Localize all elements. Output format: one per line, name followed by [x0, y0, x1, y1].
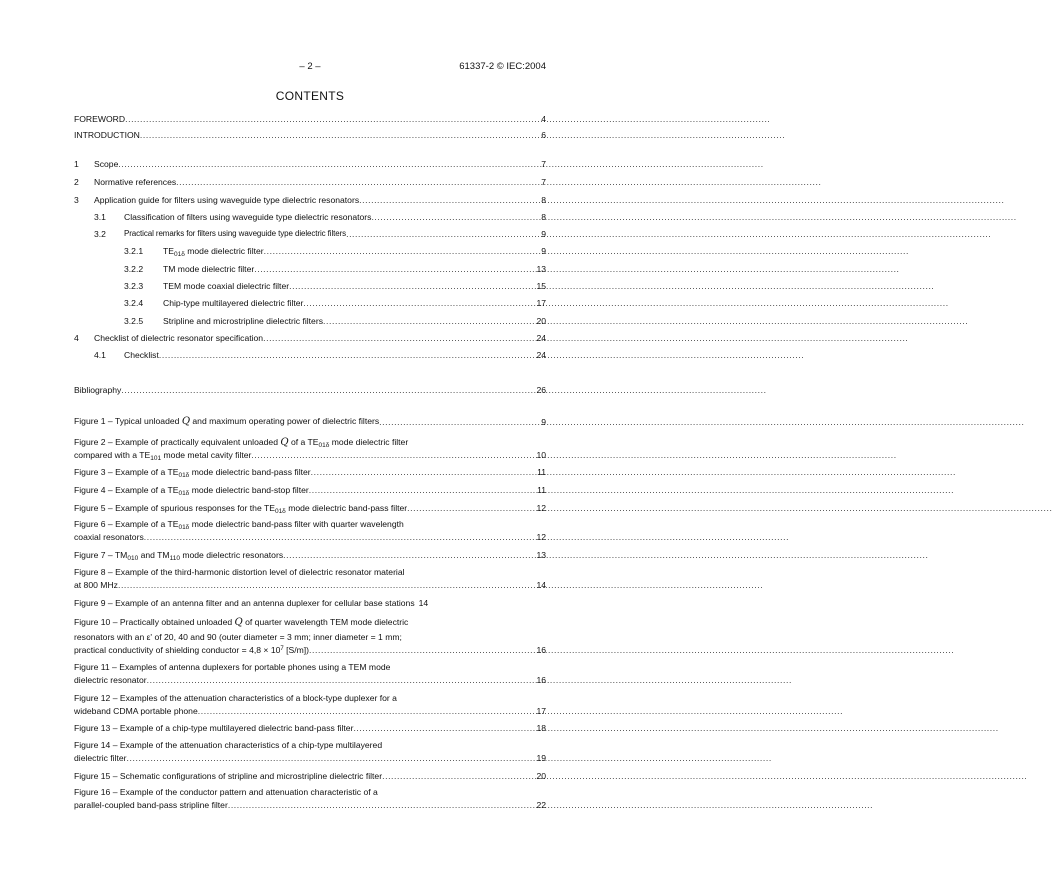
section-number: 3.2.1: [124, 246, 144, 256]
figure-entry-11-line-1[interactable]: [74, 662, 546, 672]
mode-subscript: 01δ: [178, 472, 190, 479]
section-number: 3.2.4: [124, 298, 144, 308]
caption-part: Figure 3 – Example of a TE: [74, 467, 179, 477]
leader-dots: [289, 281, 535, 291]
caption-part: of quarter wavelength TEM mode dielectric: [242, 617, 409, 627]
toc-entry-stripline-filters[interactable]: [124, 316, 546, 326]
caption-part: Figure 2 – Example of practically equivalent unloaded: [74, 437, 281, 447]
toc-page-number: 20: [536, 316, 546, 326]
leader-dots: [303, 298, 535, 308]
figure-caption: Figure 13 – Example of a chip-type multilayered dielectric band-pass filter: [74, 723, 354, 733]
figure-entry-7[interactable]: [74, 550, 546, 560]
toc-entry-text: [163, 246, 264, 256]
figure-page-number: 10: [536, 450, 546, 460]
mode-subscript: 01δ: [178, 524, 190, 531]
figure-caption: wideband CDMA portable phone: [74, 706, 198, 716]
caption-part: mode metal cavity filter: [161, 450, 252, 460]
section-number: 1: [74, 159, 79, 169]
figure-entry-2-line-1[interactable]: [74, 437, 546, 448]
toc-entry-bibliography[interactable]: [74, 385, 546, 395]
figure-entry-1[interactable]: [74, 416, 546, 427]
figure-entry-8[interactable]: [74, 580, 546, 590]
q-symbol: Q: [234, 617, 243, 628]
page-number: – 2 –: [299, 61, 321, 72]
toc-entry-text: Bibliography: [74, 385, 122, 395]
leader-dots: [323, 316, 535, 326]
figure-page-number: 13: [536, 550, 546, 560]
figure-entry-16-line-1[interactable]: [74, 787, 546, 797]
toc-page-number: 6: [541, 130, 546, 140]
leader-dots: [264, 246, 541, 256]
figure-caption: [74, 450, 251, 460]
figure-entry-6-line-1[interactable]: [74, 519, 546, 529]
caption-part: Figure 16 – Example of the conductor pattern and attenuation characteristic of a: [74, 787, 378, 797]
figure-caption: coaxial resonators: [74, 532, 144, 542]
caption-part: Figure 7 – TM: [74, 550, 128, 560]
figure-caption: [74, 467, 311, 477]
figure-entry-15[interactable]: [74, 771, 546, 781]
q-symbol: Q: [181, 416, 191, 427]
toc-entry-text: INTRODUCTION: [74, 130, 140, 140]
figure-entry-3[interactable]: [74, 467, 546, 477]
toc-entry-foreword[interactable]: [74, 114, 546, 124]
leader-dots: [346, 229, 540, 239]
leader-dots: [359, 195, 540, 205]
toc-page-number: 24: [536, 350, 546, 360]
exponent: 7: [280, 646, 284, 652]
caption-part: Figure 1 – Typical unloaded: [74, 416, 182, 426]
leader-dots: [159, 350, 536, 360]
leader-dots: [379, 417, 540, 427]
toc-entry-text: Stripline and microstripline dielectric filters: [163, 316, 323, 326]
figure-entry-9[interactable]: [74, 598, 546, 608]
toc-page-number: 17: [536, 298, 546, 308]
leader-dots: [118, 580, 535, 590]
caption-part: Figure 6 – Example of a TE: [74, 519, 179, 529]
figure-page-number: 14: [536, 580, 546, 590]
section-number: 4: [74, 333, 79, 343]
leader-dots: [407, 503, 535, 513]
figure-caption: Figure 15 – Schematic configurations of stripline and microstripline dielectric filter: [74, 771, 383, 781]
caption-part: mode dielectric band-pass filter: [189, 467, 311, 477]
leader-dots: [283, 550, 535, 560]
figure-entry-16[interactable]: [74, 800, 546, 810]
toc-entry-text: TEM mode coaxial dielectric filter: [163, 281, 290, 291]
toc-page-number: 13: [536, 264, 546, 274]
leader-dots: [127, 753, 536, 763]
leader-dots: [140, 130, 540, 140]
figure-entry-14-line-1[interactable]: [74, 740, 546, 750]
figure-caption: [74, 485, 309, 495]
figure-caption: Figure 9 – Example of an antenna filter and an antenna duplexer for cellular base stations: [74, 598, 415, 608]
figure-page-number: 12: [536, 532, 546, 542]
figure-page-number: 11: [537, 485, 546, 495]
figure-page-number: 17: [536, 706, 546, 716]
figure-entry-2[interactable]: [74, 450, 546, 460]
toc-entry-text: Normative references: [94, 177, 177, 187]
caption-part: compared with a TE: [74, 450, 151, 460]
toc-entry-checklist-specification[interactable]: [74, 333, 546, 343]
leader-dots: [263, 333, 535, 343]
caption-part: mode dielectric band-pass filter with quarter wavelength: [189, 519, 404, 529]
toc-entry-text: Checklist: [124, 350, 159, 360]
figure-entry-8-line-1[interactable]: [74, 567, 546, 577]
figure-entry-10[interactable]: [74, 645, 546, 655]
leader-dots: [251, 450, 535, 460]
caption-part: Figure 5 – Example of spurious responses for the TE: [74, 503, 275, 513]
figure-caption: [74, 645, 309, 655]
caption-part: resonators with an ε' of 20, 40 and 90 (outer diameter = 3 mm; inner diameter = 1 mm;: [74, 632, 402, 642]
toc-entry-chip-type-filter[interactable]: [124, 298, 546, 308]
mode-subscript: 110: [169, 555, 180, 562]
figure-page-number: 16: [536, 675, 546, 685]
mode-subscript: 010: [127, 555, 139, 562]
toc-entry-practical-remarks[interactable]: [94, 229, 546, 239]
figure-caption: [74, 550, 283, 560]
figure-entry-12[interactable]: [74, 706, 546, 716]
caption-part: [S/m]): [283, 645, 310, 655]
figure-page-number: 20: [536, 771, 546, 781]
caption-part: Figure 14 – Example of the attenuation characteristics of a chip-type multilayered: [74, 740, 383, 750]
figure-entry-10-line-2[interactable]: [74, 632, 546, 642]
standard-reference: 61337-2 © IEC:2004: [459, 61, 546, 72]
figure-page-number: 19: [536, 753, 546, 763]
caption-part: and maximum operating power of dielectric filters: [190, 416, 380, 426]
leader-dots: [228, 800, 536, 810]
figure-entry-6[interactable]: [74, 532, 546, 542]
figure-page-number: 9: [541, 417, 546, 427]
toc-entry-introduction[interactable]: [74, 130, 546, 140]
toc-entry-application-guide[interactable]: [74, 195, 546, 205]
toc-entry-tem-coaxial-filter[interactable]: [124, 281, 546, 291]
leader-dots: [118, 159, 540, 169]
toc-entry-text: Checklist of dielectric resonator specification: [94, 333, 264, 343]
section-number: 3.2.5: [124, 316, 144, 326]
figure-entry-14[interactable]: [74, 753, 546, 763]
leader-dots: [382, 771, 535, 781]
section-number: 4.1: [94, 350, 106, 360]
leader-dots: [353, 723, 535, 733]
toc-entry-te-mode-filter[interactable]: [124, 246, 546, 256]
toc-entry-normative-references[interactable]: [74, 177, 546, 187]
toc-entry-text: Practical remarks for filters using waveguide type dielectric filters: [124, 229, 347, 238]
mode-subscript: 01δ: [178, 490, 190, 497]
toc-entry-tm-mode-filter[interactable]: [124, 264, 546, 274]
leader-dots: [176, 177, 540, 187]
toc-page-number: 8: [541, 195, 546, 205]
caption-part: of a TE: [288, 437, 319, 447]
mode-subscript: 01δ: [173, 251, 185, 258]
figure-entry-12-line-1[interactable]: [74, 693, 546, 703]
page-title: CONTENTS: [275, 89, 345, 103]
toc-page-number: 7: [541, 159, 546, 169]
figure-page-number: 16: [536, 645, 546, 655]
leader-dots: [371, 212, 540, 222]
figure-entry-5[interactable]: [74, 503, 546, 513]
mode-prefix: TE: [163, 246, 174, 256]
toc-entry-text: TM mode dielectric filter: [163, 264, 255, 274]
leader-dots: [144, 532, 536, 542]
figure-caption: dielectric filter: [74, 753, 127, 763]
figure-page-number: 22: [536, 800, 546, 810]
toc-entry-text: Application guide for filters using waveguide type dielectric resonators: [94, 195, 360, 205]
figure-entry-4[interactable]: [74, 485, 546, 495]
figure-entry-11[interactable]: [74, 675, 546, 685]
section-number: 3.2: [94, 229, 106, 239]
figure-page-number: 18: [536, 723, 546, 733]
section-number: 3.2.3: [124, 281, 144, 291]
figure-entry-13[interactable]: [74, 723, 546, 733]
section-number: 2: [74, 177, 79, 187]
caption-part: Figure 12 – Examples of the attenuation characteristics of a block-type duplexer for a: [74, 693, 397, 703]
toc-page-number: 26: [536, 385, 546, 395]
caption-part: mode dielectric band-stop filter: [189, 485, 309, 495]
leader-dots: [311, 467, 536, 477]
figure-caption: parallel-coupled band-pass stripline filter: [74, 800, 228, 810]
caption-part: Figure 10 – Practically obtained unloaded: [74, 617, 235, 627]
leader-dots: [147, 675, 536, 685]
figure-page-number: 11: [537, 467, 546, 477]
leader-dots: [198, 706, 536, 716]
toc-page-number: 15: [536, 281, 546, 291]
section-number: 3.2.2: [124, 264, 144, 274]
leader-dots: [309, 485, 536, 495]
toc-entry-checklist[interactable]: [94, 350, 546, 360]
q-symbol: Q: [280, 437, 289, 448]
caption-part: and TM: [138, 550, 170, 560]
leader-dots: [125, 114, 540, 124]
toc-entry-classification[interactable]: [94, 212, 546, 222]
toc-page-number: 4: [541, 114, 546, 124]
toc-entry-text: Scope: [94, 159, 119, 169]
mode-suffix: mode dielectric filter: [184, 246, 264, 256]
figure-caption: [74, 503, 407, 513]
figure-caption: dielectric resonator: [74, 675, 147, 685]
leader-dots: [121, 385, 535, 395]
toc-page-number: 24: [536, 333, 546, 343]
caption-part: practical conductivity of shielding conductor = 4,8 × 10: [74, 645, 281, 655]
caption-part: mode dielectric resonators: [179, 550, 284, 560]
toc-entry-text: Chip-type multilayered dielectric filter: [163, 298, 304, 308]
toc-entry-text: Classification of filters using waveguide type dielectric resonators: [124, 212, 372, 222]
caption-part: Figure 8 – Example of the third-harmonic distortion level of dielectric resonator material: [74, 567, 405, 577]
figure-page-number: 14: [418, 598, 429, 608]
toc-page-number: 7: [541, 177, 546, 187]
toc-page-number: 9: [541, 229, 546, 239]
toc-page-number: 9: [541, 246, 546, 256]
figure-entry-10-line-1[interactable]: [74, 617, 546, 628]
mode-subscript: 01δ: [274, 508, 286, 515]
section-number: 3.1: [94, 212, 106, 222]
caption-part: Figure 11 – Examples of antenna duplexers for portable phones using a TEM mode: [74, 662, 391, 672]
toc-page-number: 8: [541, 212, 546, 222]
figure-caption: [74, 416, 379, 427]
leader-dots: [254, 264, 535, 274]
mode-subscript: 01δ: [318, 442, 330, 449]
figure-caption: at 800 MHz: [74, 580, 118, 590]
caption-part: mode dielectric filter: [329, 437, 409, 447]
caption-part: mode dielectric band-pass filter: [285, 503, 408, 513]
section-number: 3: [74, 195, 79, 205]
leader-dots: [309, 645, 535, 655]
figure-page-number: 12: [536, 503, 546, 513]
caption-part: Figure 4 – Example of a TE: [74, 485, 179, 495]
mode-subscript: 101: [150, 455, 162, 462]
toc-entry-scope[interactable]: [74, 159, 546, 169]
toc-entry-text: FOREWORD: [74, 114, 126, 124]
